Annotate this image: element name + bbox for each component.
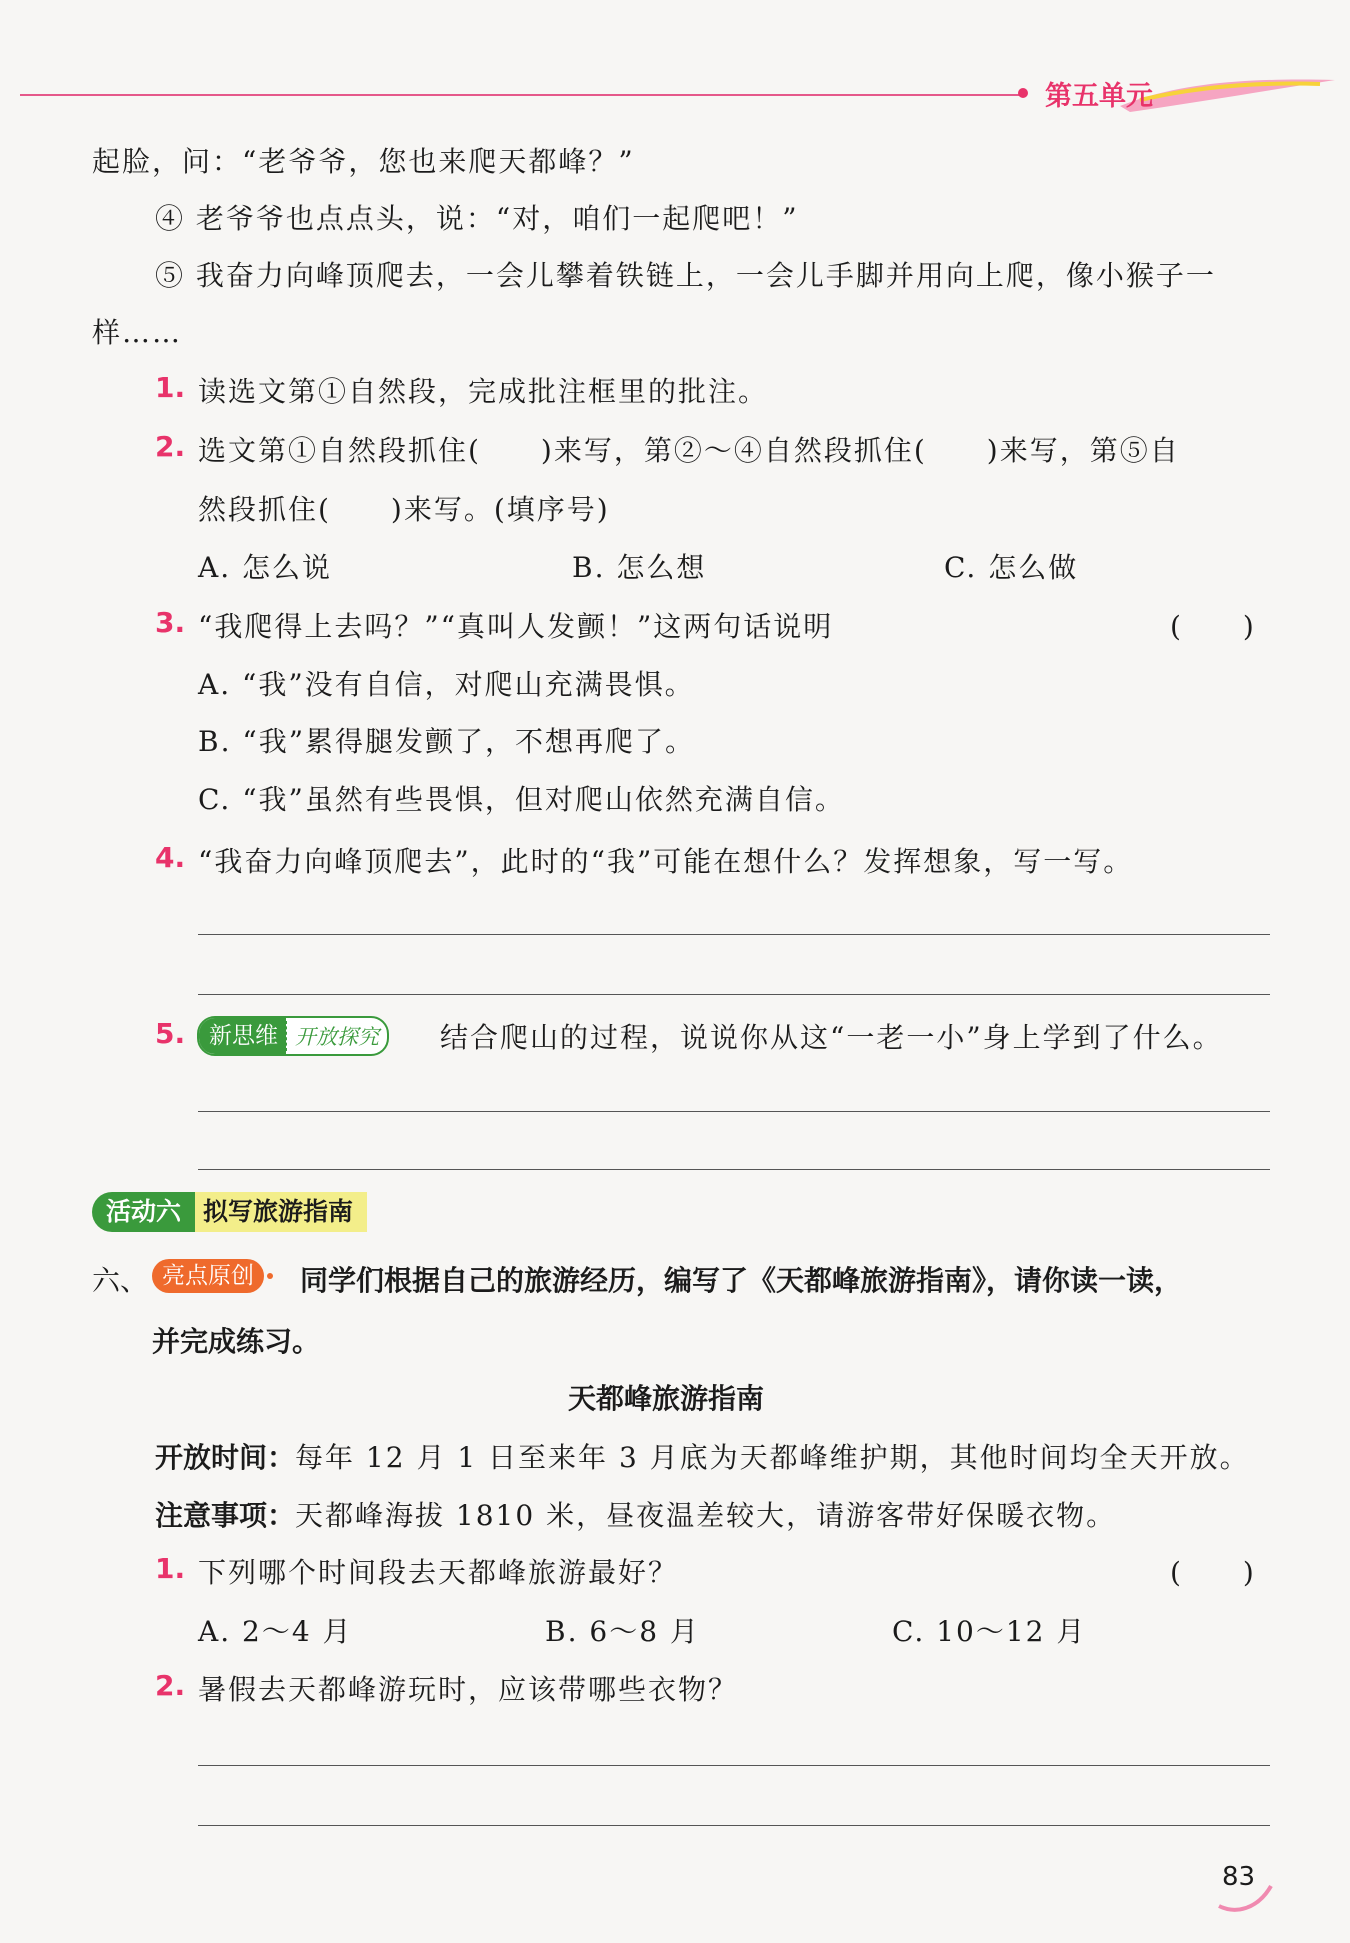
header-dot: [1018, 88, 1028, 98]
q5-answer-line-1[interactable]: [198, 1111, 1270, 1112]
g1-option-c[interactable]: C. 10～12 月: [892, 1615, 1087, 1648]
g1-option-b[interactable]: B. 6～8 月: [545, 1615, 700, 1648]
q1-number: 1.: [155, 371, 186, 404]
q2-option-c[interactable]: C. 怎么做: [944, 551, 1079, 584]
q5-number: 5.: [155, 1017, 186, 1050]
page-number-swoosh: [1215, 1880, 1275, 1914]
g1-number: 1.: [155, 1552, 186, 1585]
q2-number: 2.: [155, 430, 186, 463]
q2-text: 选文第①自然段抓住( )来写，第②～④自然段抓住( )来写，第⑤自: [198, 434, 1180, 467]
q4-number: 4.: [155, 841, 186, 874]
passage-para-4: ④ 老爷爷也点点头，说：“对，咱们一起爬吧！”: [155, 202, 799, 235]
q3-answer-paren[interactable]: ( ): [1170, 610, 1256, 643]
g1-answer-paren[interactable]: ( ): [1170, 1556, 1256, 1589]
guide-open-text: 每年 12 月 1 日至来年 3 月底为天都峰维护期，其他时间均全天开放。: [295, 1441, 1250, 1474]
q5-answer-line-2[interactable]: [198, 1169, 1270, 1170]
q2-option-b[interactable]: B. 怎么想: [572, 551, 707, 584]
g2-answer-line-2[interactable]: [198, 1825, 1270, 1826]
section6-label: 六、: [92, 1264, 149, 1297]
q3-number: 3.: [155, 606, 186, 639]
section6-badge-dot: [267, 1273, 273, 1279]
section6-text: 同学们根据自己的旅游经历，编写了《天都峰旅游指南》，请你读一读，: [300, 1264, 1183, 1297]
guide-notice-label: 注意事项：: [155, 1499, 296, 1532]
g2-answer-line-1[interactable]: [198, 1765, 1270, 1766]
q5-text: 结合爬山的过程，说说你从这“一老一小”身上学到了什么。: [440, 1021, 1223, 1054]
q2-option-a[interactable]: A. 怎么说: [198, 551, 333, 584]
unit-title: 第五单元: [1045, 81, 1153, 112]
activity-header: [92, 1192, 367, 1232]
guide-notice-text: 天都峰海拔 1810 米，昼夜温差较大，请游客带好保暖衣物。: [295, 1499, 1117, 1532]
guide-open-time: [155, 1436, 1250, 1476]
header-swoosh: [1120, 72, 1340, 118]
q5-badge: [197, 1016, 389, 1056]
activity-title: 拟写旅游指南: [195, 1192, 367, 1232]
q3-option-c[interactable]: C. “我”虽然有些畏惧，但对爬山依然充满自信。: [198, 783, 845, 816]
section6-badge: [152, 1258, 273, 1294]
q4-text: “我奋力向峰顶爬去”，此时的“我”可能在想什么？发挥想象，写一写。: [198, 845, 1134, 878]
guide-title: 天都峰旅游指南: [568, 1382, 765, 1415]
q3-option-a[interactable]: A. “我”没有自信，对爬山充满畏惧。: [198, 668, 695, 701]
q5-badge-main: 新思维: [199, 1018, 286, 1054]
q3-text: “我爬得上去吗？”“真叫人发颤！”这两句话说明: [198, 610, 834, 643]
passage-line: 起脸，问：“老爷爷，您也来爬天都峰？”: [92, 145, 635, 178]
activity-tag: 活动六: [92, 1192, 195, 1232]
page-number: 83: [1222, 1862, 1256, 1892]
section6-badge-label: 亮点原创: [152, 1259, 264, 1293]
passage-para-5-cont: 样……: [92, 316, 183, 349]
guide-notice: [155, 1494, 1116, 1534]
guide-open-label: 开放时间：: [155, 1441, 296, 1474]
g2-text: 暑假去天都峰游玩时，应该带哪些衣物？: [198, 1673, 739, 1706]
q1-text: 读选文第①自然段，完成批注框里的批注。: [198, 375, 769, 408]
section6-text-cont: 并完成练习。: [152, 1325, 321, 1358]
header-rule: [20, 94, 1020, 96]
q5-badge-sub: 开放探究: [286, 1021, 387, 1051]
g1-option-a[interactable]: A. 2～4 月: [198, 1615, 353, 1648]
passage-para-5: ⑤ 我奋力向峰顶爬去，一会儿攀着铁链上，一会儿手脚并用向上爬，像小猴子一: [155, 259, 1216, 292]
q3-option-b[interactable]: B. “我”累得腿发颤了，不想再爬了。: [198, 725, 696, 758]
q4-answer-line-2[interactable]: [198, 994, 1270, 995]
g1-text: 下列哪个时间段去天都峰旅游最好？: [198, 1556, 679, 1589]
q2-text-cont: 然段抓住( )来写。(填序号): [198, 493, 610, 526]
q4-answer-line-1[interactable]: [198, 934, 1270, 935]
g2-number: 2.: [155, 1669, 186, 1702]
